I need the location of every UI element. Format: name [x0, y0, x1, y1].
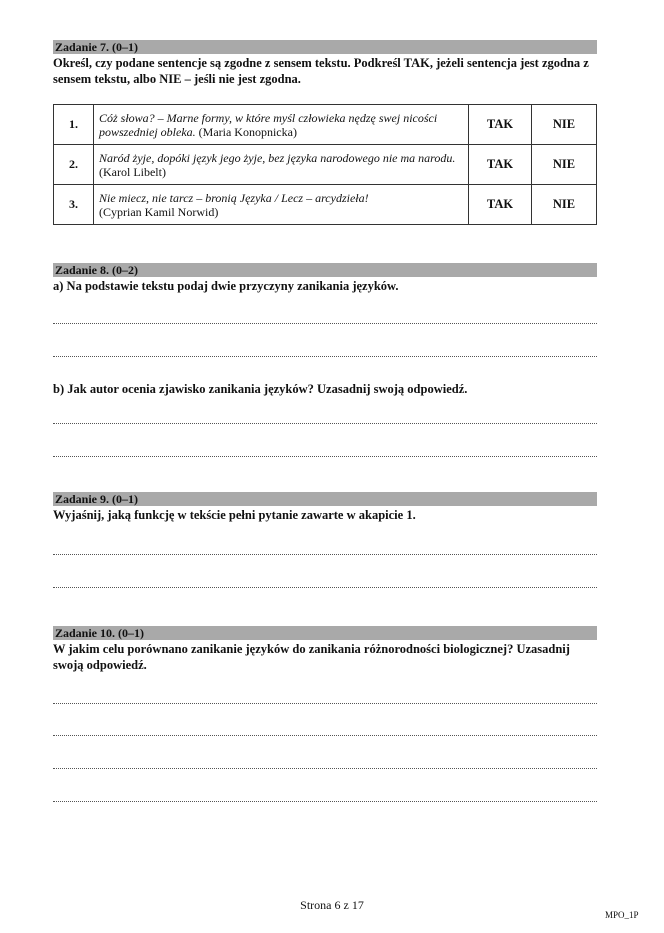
answer-line[interactable] — [53, 355, 597, 357]
answer-line[interactable] — [53, 800, 597, 802]
sentences-table — [53, 104, 597, 225]
sentence-author: (Maria Konopnicka) — [198, 124, 297, 139]
row-number: 2. — [54, 145, 94, 185]
sentence-cell — [94, 105, 469, 145]
task-8-header: Zadanie 8. (0–2) — [53, 263, 597, 277]
task-9-instruction: Wyjaśnij, jaką funkcję w tekście pełni pytanie zawarte w akapicie 1. — [53, 508, 416, 522]
answer-no[interactable]: NIE — [532, 105, 597, 145]
task-7-instruction: Określ, czy podane sentencje są zgodne z sensem tekstu. Podkreśl TAK, jeżeli sentencja jest zgodna z sensem tekstu, albo NIE – jeśli nie jest zgodna. — [53, 56, 589, 86]
task-10 — [53, 626, 597, 673]
task-8 — [53, 263, 597, 294]
sentence-quote: Cóż słowa? – Marne formy, w które myśl człowieka nędzę swej nicości powszedniej obleka. — [99, 110, 438, 139]
sentence-author: (Cyprian Kamil Norwid) — [99, 204, 219, 219]
row-number: 3. — [54, 185, 94, 225]
answer-line[interactable] — [53, 734, 597, 736]
answer-line[interactable] — [53, 586, 597, 588]
sentence-quote: Nie miecz, nie tarcz – bronią Języka / Lecz – arcydzieła! — [99, 190, 369, 205]
answer-line[interactable] — [53, 702, 597, 704]
exam-code: MPO_1P — [605, 910, 639, 920]
answer-no[interactable]: NIE — [532, 185, 597, 225]
row-number: 1. — [54, 105, 94, 145]
answer-yes[interactable]: TAK — [469, 105, 532, 145]
task-9-header: Zadanie 9. (0–1) — [53, 492, 597, 506]
answer-line[interactable] — [53, 455, 597, 457]
task-9 — [53, 492, 597, 523]
task-10-header: Zadanie 10. (0–1) — [53, 626, 597, 640]
sentence-cell — [94, 145, 469, 185]
task-10-instruction: W jakim celu porównano zanikanie języków do zanikania różnorodności biologicznej? Uzasadnij swoją odpowiedź. — [53, 642, 570, 672]
table-row — [54, 105, 597, 145]
answer-no[interactable]: NIE — [532, 145, 597, 185]
table-row — [54, 145, 597, 185]
page-number: Strona 6 z 17 — [300, 898, 364, 912]
sentence-author: (Karol Libelt) — [99, 164, 166, 179]
task-8-b — [53, 380, 597, 397]
sentence-cell — [94, 185, 469, 225]
task-7-header: Zadanie 7. (0–1) — [53, 40, 597, 54]
answer-yes[interactable]: TAK — [469, 185, 532, 225]
sentence-quote: Naród żyje, dopóki język jego żyje, bez języka narodowego nie ma narodu. — [99, 150, 456, 165]
table-row — [54, 185, 597, 225]
answer-yes[interactable]: TAK — [469, 145, 532, 185]
answer-line[interactable] — [53, 553, 597, 555]
task-8-part-a: a) Na podstawie tekstu podaj dwie przyczyny zanikania języków. — [53, 279, 399, 293]
task-7 — [53, 40, 597, 87]
answer-line[interactable] — [53, 422, 597, 424]
answer-line[interactable] — [53, 322, 597, 324]
task-8-part-b: b) Jak autor ocenia zjawisko zanikania języków? Uzasadnij swoją odpowiedź. — [53, 382, 468, 396]
answer-line[interactable] — [53, 767, 597, 769]
